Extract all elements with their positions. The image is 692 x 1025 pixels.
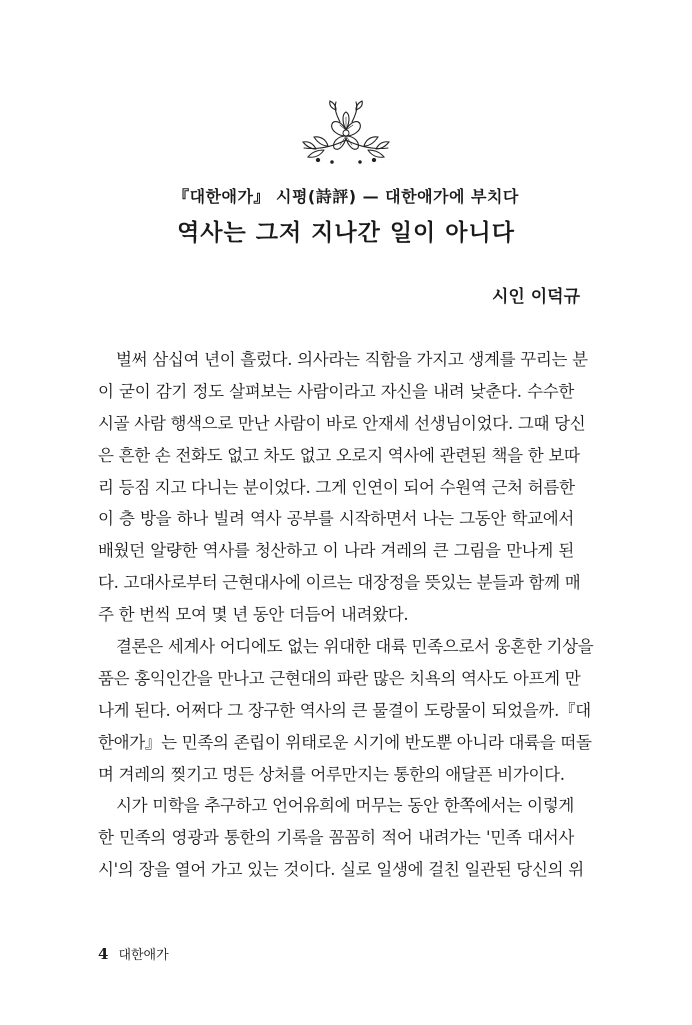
text-line: 벌써 삼십여 년이 흘렀다. 의사라는 직함을 가지고 생계를 꾸리는 분 — [116, 350, 588, 369]
text-line: 배웠던 알량한 역사를 청산하고 이 나라 겨레의 큰 그림을 만나게 된 — [98, 541, 574, 561]
text-line: 리 등짐 지고 다니는 분이었다. 그게 인연이 되어 수원역 근처 허름한 — [98, 477, 575, 497]
text-line: 시'의 장을 열어 가고 있는 것이다. 실로 일생에 걸친 일관된 당신의 위 — [98, 860, 584, 880]
text-line: 다. 고대사로부터 근현대사에 이르는 대장정을 뜻있는 분들과 함께 매 — [98, 573, 581, 593]
page-title: 역사는 그저 지나간 일이 아니다 — [177, 220, 515, 246]
text-line: 이 굳이 감기 정도 살펴보는 사람이라고 자신을 내려 낮춘다. 수수한 — [98, 381, 574, 401]
text-line: 품은 홍익인간을 만나고 근현대의 파란 많은 치욕의 역사도 아프게 만 — [98, 668, 581, 688]
text-line: 시골 사람 행색으로 만난 사람이 바로 안재세 선생님이었다. 그때 당신 — [98, 413, 586, 433]
body-text — [98, 344, 594, 886]
page-number: 4 — [98, 945, 109, 963]
text-line: 며 겨레의 찢기고 멍든 상처를 어루만지는 통한의 애달픈 비가이다. — [98, 764, 565, 784]
text-line: 주 한 번씩 모여 몇 년 동안 더듬어 내려왔다. — [98, 605, 409, 625]
page-footer — [98, 944, 169, 963]
text-line: 한애가』는 민족의 존립이 위태로운 시기에 반도뿐 아니라 대륙을 떠돌 — [98, 732, 592, 752]
text-line: 이 층 방을 하나 빌려 역사 공부를 시작하면서 나는 그동안 학교에서 — [98, 509, 574, 529]
section-subtitle: 『대한애가』 시평(詩評) — 대한애가에 부치다 — [173, 187, 519, 206]
text-line: 시가 미학을 추구하고 언어유희에 머무는 동안 한쪽에서는 이렇게 — [116, 796, 574, 816]
text-line: 나게 된다. 어쩌다 그 장구한 역사의 큰 물결이 도랑물이 되었을까.『대 — [98, 700, 591, 720]
text-line: 한 민족의 영광과 통한의 기록을 꼼꼼히 적어 내려가는 '민족 대서사 — [98, 828, 574, 848]
author-name: 시인 이덕규 — [491, 287, 580, 307]
running-title: 대한애가 — [118, 948, 169, 963]
flower-wreath-icon — [296, 100, 396, 170]
text-line: 은 흔한 손 전화도 없고 차도 없고 오로지 역사에 관련된 책을 한 보따 — [98, 445, 580, 465]
text-line: 결론은 세계사 어디에도 없는 위대한 대륙 민족으로서 웅혼한 기상을 — [116, 637, 594, 657]
